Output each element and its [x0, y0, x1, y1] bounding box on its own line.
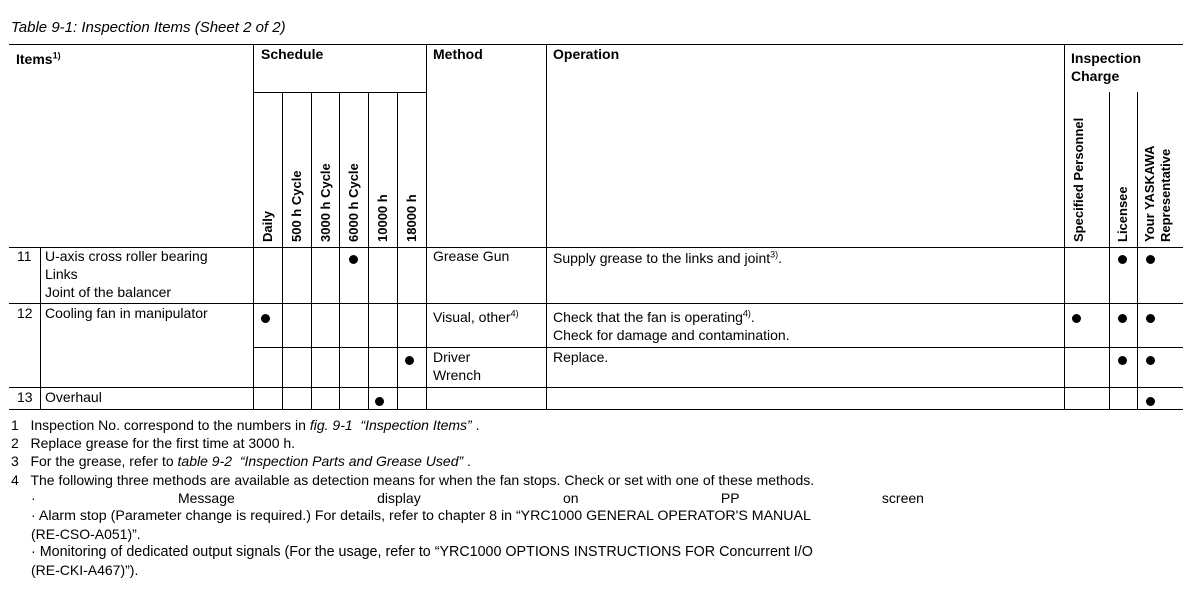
header-schedule: Schedule	[261, 46, 324, 62]
charge-col-specified-personnel: Specified Personnel	[1071, 117, 1086, 242]
row-12-method: Visual, other$^{4)}$	[433, 308, 519, 325]
row-13-no: 13	[17, 389, 33, 405]
table-bottom-border	[9, 409, 1183, 410]
row-12b-method: Driver	[433, 349, 471, 365]
row-11-method: Grease Gun	[433, 248, 510, 264]
col-divider	[546, 44, 547, 410]
footnote-4-method-3-cont: (RE-CKI-A467)”).	[31, 562, 139, 578]
col-divider	[426, 44, 427, 410]
schedule-col-3000h: 3000 h Cycle	[318, 163, 333, 242]
charge-mark-yaskawa	[1146, 397, 1155, 406]
footnote-3: 3 For the grease, refer to table 9-2 “Inspection Parts and Grease Used” .	[11, 453, 471, 469]
schedule-mark-18000h	[405, 356, 414, 365]
schedule-col-10000h: 10000 h	[375, 194, 390, 242]
col-divider	[368, 92, 369, 410]
footnote-4-method-3: · Monitoring of dedicated output signals (For the usage, refer to “YRC1000 OPTIONS INSTRUCTIONS FOR Concurrent I/O	[31, 544, 813, 560]
charge-mark-yaskawa	[1146, 314, 1155, 323]
table-caption: Table 9-1: Inspection Items (Sheet 2 of 2)	[11, 19, 286, 36]
charge-col-licensee: Licensee	[1115, 186, 1130, 242]
header-operation: Operation	[553, 46, 620, 62]
footnote-4: 4 The following three methods are available as detection means for when the fan stops. Check or set with one of these methods.	[11, 472, 815, 488]
col-divider	[311, 92, 312, 410]
row-11-item: U-axis cross roller bearing	[45, 248, 208, 264]
charge-mark-licensee	[1118, 356, 1127, 365]
schedule-col-18000h: 18000 h	[404, 194, 419, 242]
charge-mark-specified	[1072, 314, 1081, 323]
header-method: Method	[433, 46, 483, 62]
row-12b-method-line2: Wrench	[433, 367, 481, 383]
schedule-mark-10000h	[375, 397, 384, 406]
schedule-col-500h: 500 h Cycle	[289, 170, 304, 242]
row-11-no: 11	[17, 248, 32, 264]
col-divider	[1109, 92, 1110, 410]
inspection-items-table	[9, 44, 1183, 410]
col-divider	[282, 92, 283, 410]
col-divider	[1137, 92, 1138, 410]
footnote-4-method-1: · Message display on PP screen	[31, 490, 924, 506]
row-13-item: Overhaul	[45, 389, 102, 405]
footnote-1: 1 Inspection No. correspond to the numbers in fig. 9-1 “Inspection Items” .	[11, 417, 480, 433]
col-divider	[339, 92, 340, 410]
charge-col-yaskawa-line2: Representative	[1158, 148, 1173, 242]
footnote-4-method-2-cont: (RE-CSO-A051)”.	[31, 526, 141, 542]
row-12-operation: Check that the fan is operating$^{4)}$.	[553, 308, 755, 325]
row-11-item: Links	[45, 266, 78, 282]
header-inspection-charge-line2: Charge	[1071, 68, 1120, 84]
charge-mark-licensee	[1118, 314, 1127, 323]
row-border	[9, 387, 1183, 388]
row-border	[253, 347, 1183, 348]
charge-mark-licensee	[1118, 255, 1127, 264]
footnote-2: 2 Replace grease for the first time at 3000 h.	[11, 435, 296, 451]
row-12-item: Cooling fan in manipulator	[45, 305, 208, 321]
row-11-item: Joint of the balancer	[45, 284, 172, 300]
schedule-col-6000h: 6000 h Cycle	[346, 163, 361, 242]
header-inspection-charge-line1: Inspection	[1071, 50, 1142, 66]
charge-col-yaskawa-line1: Your YASKAWA	[1142, 145, 1157, 242]
schedule-mark-daily	[261, 314, 270, 323]
schedule-sub-border	[253, 92, 427, 93]
row-11-operation: Supply grease to the links and joint$^{3)}$.	[553, 249, 783, 266]
charge-mark-yaskawa	[1146, 356, 1155, 365]
col-divider	[40, 247, 41, 410]
header-items: Items$^{1)}$	[16, 50, 61, 67]
col-divider	[397, 92, 398, 410]
charge-mark-yaskawa	[1146, 255, 1155, 264]
row-12b-operation: Replace.	[553, 349, 609, 365]
footnote-4-method-2: · Alarm stop (Parameter change is required.) For details, refer to chapter 8 in “YRC1000 GENERAL OPERATOR'S MANUAL	[31, 508, 811, 524]
col-divider	[1064, 44, 1065, 410]
row-12-no: 12	[17, 305, 33, 321]
col-divider	[253, 44, 254, 410]
schedule-mark-6000h	[349, 255, 358, 264]
schedule-col-daily: Daily	[260, 210, 275, 242]
row-12-operation-line2: Check for damage and contamination.	[553, 327, 790, 343]
